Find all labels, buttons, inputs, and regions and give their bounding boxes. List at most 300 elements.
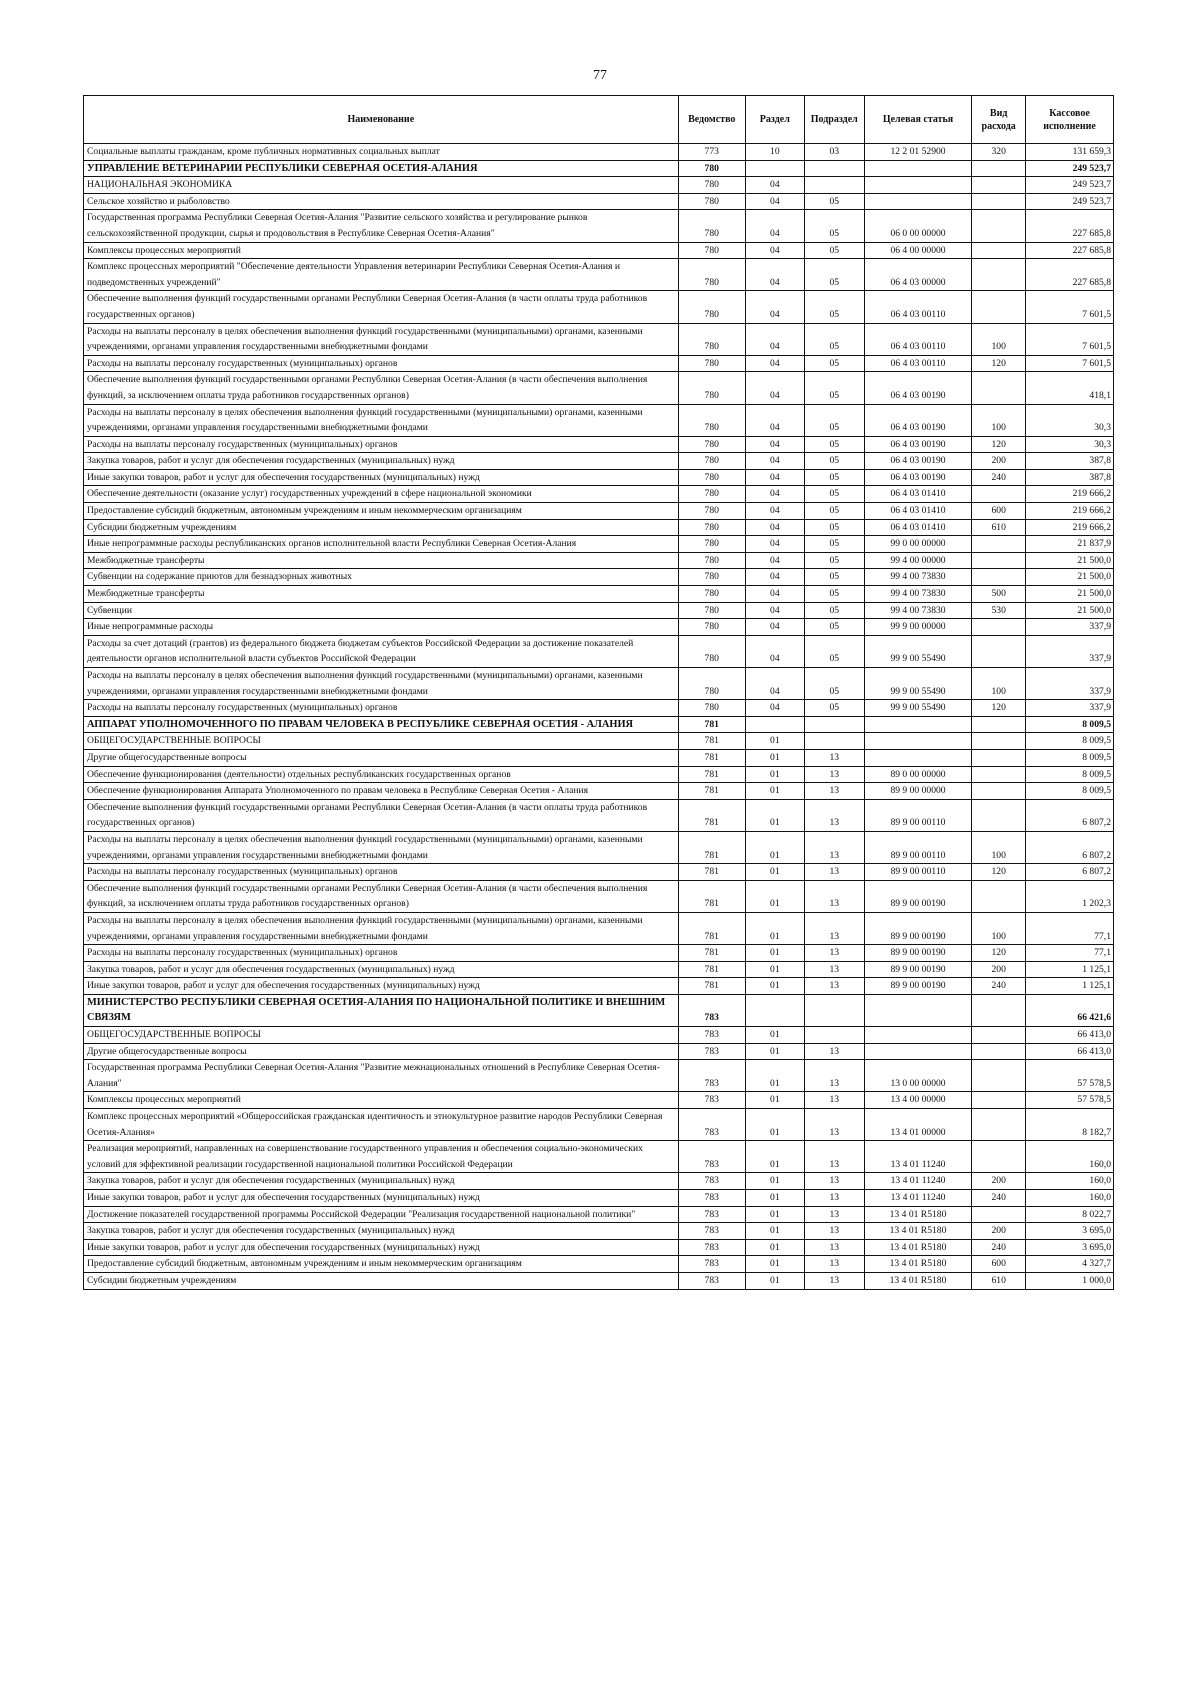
table-row: [84, 1173, 1114, 1190]
row-name-cell: Расходы на выплаты персоналу в целях обеспечения выполнения функций государственными (муниципальными) органами, казенными учреждениями, органами управления государственными внебюджетными фондами: [84, 831, 679, 863]
row-vedomstvo-cell: 780: [678, 453, 745, 470]
row-celevaya-cell: 13 4 01 R5180: [864, 1256, 972, 1273]
row-vid-cell: 240: [972, 1190, 1026, 1207]
row-name-cell: Комплексы процессных мероприятий: [84, 1092, 679, 1109]
row-podrazdel-cell: 13: [804, 864, 864, 881]
row-razdel-cell: 01: [745, 1223, 804, 1240]
header-vid-raskhoda: Вид расхода: [972, 96, 1026, 144]
row-podrazdel-cell: 13: [804, 978, 864, 995]
row-celevaya-cell: 06 4 03 00110: [864, 291, 972, 323]
row-name-cell: Обеспечение выполнения функций государственными органами Республики Северная Осетия-Алания (в части оплаты труда работников государственных органов): [84, 799, 679, 831]
row-podrazdel-cell: [804, 733, 864, 750]
row-celevaya-cell: 99 4 00 73830: [864, 569, 972, 586]
table-row: [84, 503, 1114, 520]
table-row: [84, 453, 1114, 470]
row-amount-cell: 21 500,0: [1026, 552, 1114, 569]
row-vedomstvo-cell: 783: [678, 1272, 745, 1289]
row-amount-cell: 1 125,1: [1026, 961, 1114, 978]
row-amount-cell: 160,0: [1026, 1141, 1114, 1173]
row-podrazdel-cell: 05: [804, 453, 864, 470]
row-name-cell: Иные закупки товаров, работ и услуг для обеспечения государственных (муниципальных) нужд: [84, 469, 679, 486]
row-celevaya-cell: 13 4 01 R5180: [864, 1272, 972, 1289]
header-kassovoe-ispolnenie: Кассовое исполнение: [1026, 96, 1114, 144]
row-vedomstvo-cell: 781: [678, 961, 745, 978]
row-name-cell: Обеспечение функционирования Аппарата Уполномоченного по правам человека в Республике Северная Осетия - Алания: [84, 783, 679, 800]
row-vid-cell: [972, 994, 1026, 1026]
row-vedomstvo-cell: 781: [678, 864, 745, 881]
row-razdel-cell: 01: [745, 978, 804, 995]
row-amount-cell: 337,9: [1026, 619, 1114, 636]
row-vedomstvo-cell: 780: [678, 259, 745, 291]
row-amount-cell: 8 022,7: [1026, 1206, 1114, 1223]
table-row: [84, 519, 1114, 536]
table-row: [84, 733, 1114, 750]
header-vedomstvo: Ведомство: [678, 96, 745, 144]
row-amount-cell: 6 807,2: [1026, 864, 1114, 881]
row-razdel-cell: 04: [745, 536, 804, 553]
table-row: [84, 945, 1114, 962]
row-vedomstvo-cell: 783: [678, 1060, 745, 1092]
row-podrazdel-cell: 13: [804, 1206, 864, 1223]
page-number: 77: [593, 68, 607, 83]
row-podrazdel-cell: 13: [804, 912, 864, 944]
row-vedomstvo-cell: 783: [678, 1239, 745, 1256]
row-podrazdel-cell: 13: [804, 1109, 864, 1141]
row-vedomstvo-cell: 773: [678, 144, 745, 161]
row-vedomstvo-cell: 783: [678, 994, 745, 1026]
row-celevaya-cell: 06 0 00 00000: [864, 210, 972, 242]
row-razdel-cell: 01: [745, 945, 804, 962]
row-razdel-cell: 01: [745, 1027, 804, 1044]
row-amount-cell: 66 413,0: [1026, 1043, 1114, 1060]
row-celevaya-cell: 13 4 01 11240: [864, 1141, 972, 1173]
table-row: [84, 586, 1114, 603]
row-amount-cell: 21 500,0: [1026, 586, 1114, 603]
row-celevaya-cell: [864, 733, 972, 750]
row-vedomstvo-cell: 783: [678, 1109, 745, 1141]
row-celevaya-cell: 06 4 03 00190: [864, 372, 972, 404]
row-razdel-cell: 01: [745, 1256, 804, 1273]
row-vid-cell: 100: [972, 323, 1026, 355]
row-amount-cell: 249 523,7: [1026, 193, 1114, 210]
row-vedomstvo-cell: 780: [678, 700, 745, 717]
row-vid-cell: 100: [972, 831, 1026, 863]
row-vedomstvo-cell: 780: [678, 436, 745, 453]
row-vedomstvo-cell: 783: [678, 1206, 745, 1223]
row-amount-cell: 30,3: [1026, 404, 1114, 436]
header-podrazdel: Подраздел: [804, 96, 864, 144]
row-vedomstvo-cell: 780: [678, 372, 745, 404]
row-razdel-cell: 04: [745, 291, 804, 323]
row-vid-cell: 240: [972, 469, 1026, 486]
row-celevaya-cell: 13 4 01 00000: [864, 1109, 972, 1141]
row-amount-cell: 249 523,7: [1026, 160, 1114, 177]
row-vid-cell: [972, 552, 1026, 569]
row-razdel-cell: 04: [745, 193, 804, 210]
row-podrazdel-cell: 05: [804, 372, 864, 404]
row-name-cell: Государственная программа Республики Северная Осетия-Алания "Развитие сельского хозяйства и регулирование рынков сельскохозяйственной продукции, сырья и продовольствия в Республике Северная Осетия-Алания": [84, 210, 679, 242]
row-razdel-cell: 04: [745, 569, 804, 586]
row-amount-cell: 160,0: [1026, 1190, 1114, 1207]
row-vedomstvo-cell: 780: [678, 536, 745, 553]
row-celevaya-cell: 06 4 03 00190: [864, 453, 972, 470]
row-razdel-cell: 01: [745, 783, 804, 800]
row-amount-cell: 7 601,5: [1026, 323, 1114, 355]
row-celevaya-cell: [864, 1043, 972, 1060]
row-vedomstvo-cell: 781: [678, 783, 745, 800]
row-amount-cell: 131 659,3: [1026, 144, 1114, 161]
row-amount-cell: 219 666,2: [1026, 503, 1114, 520]
row-vid-cell: [972, 486, 1026, 503]
row-celevaya-cell: 13 4 00 00000: [864, 1092, 972, 1109]
row-celevaya-cell: 89 9 00 00000: [864, 783, 972, 800]
row-celevaya-cell: [864, 1027, 972, 1044]
row-celevaya-cell: [864, 716, 972, 733]
row-razdel-cell: 01: [745, 1272, 804, 1289]
row-razdel-cell: 04: [745, 259, 804, 291]
row-celevaya-cell: [864, 177, 972, 194]
row-amount-cell: 1 125,1: [1026, 978, 1114, 995]
row-razdel-cell: 04: [745, 519, 804, 536]
row-podrazdel-cell: [804, 177, 864, 194]
row-vid-cell: [972, 210, 1026, 242]
row-vid-cell: [972, 880, 1026, 912]
row-podrazdel-cell: 05: [804, 602, 864, 619]
row-vid-cell: [972, 749, 1026, 766]
row-vedomstvo-cell: 781: [678, 880, 745, 912]
row-podrazdel-cell: 05: [804, 242, 864, 259]
row-celevaya-cell: 99 9 00 00000: [864, 619, 972, 636]
row-celevaya-cell: 13 0 00 00000: [864, 1060, 972, 1092]
row-amount-cell: 387,8: [1026, 469, 1114, 486]
row-vedomstvo-cell: 780: [678, 586, 745, 603]
row-vedomstvo-cell: 780: [678, 668, 745, 700]
row-celevaya-cell: 06 4 03 01410: [864, 519, 972, 536]
row-name-cell: Иные непрограммные расходы республиканских органов исполнительной власти Республики Северная Осетия-Алания: [84, 536, 679, 553]
table-row: [84, 242, 1114, 259]
table-row: [84, 783, 1114, 800]
row-name-cell: Расходы на выплаты персоналу государственных (муниципальных) органов: [84, 945, 679, 962]
row-podrazdel-cell: 05: [804, 536, 864, 553]
row-celevaya-cell: 99 9 00 55490: [864, 668, 972, 700]
row-vedomstvo-cell: 781: [678, 766, 745, 783]
row-name-cell: Обеспечение функционирования (деятельности) отдельных республиканских государственных органов: [84, 766, 679, 783]
row-razdel-cell: 04: [745, 453, 804, 470]
row-razdel-cell: 01: [745, 733, 804, 750]
row-celevaya-cell: 89 9 00 00190: [864, 945, 972, 962]
row-vedomstvo-cell: 780: [678, 404, 745, 436]
table-row: [84, 404, 1114, 436]
row-name-cell: Субвенции на содержание приютов для безнадзорных животных: [84, 569, 679, 586]
table-row: [84, 1027, 1114, 1044]
row-name-cell: Субвенции: [84, 602, 679, 619]
table-row: [84, 880, 1114, 912]
row-vedomstvo-cell: 783: [678, 1190, 745, 1207]
row-razdel-cell: 01: [745, 1141, 804, 1173]
row-celevaya-cell: 06 4 03 00190: [864, 436, 972, 453]
row-vid-cell: [972, 1060, 1026, 1092]
row-vedomstvo-cell: 783: [678, 1092, 745, 1109]
table-row: [84, 994, 1114, 1026]
row-name-cell: Государственная программа Республики Северная Осетия-Алания "Развитие межнациональных отношений в Республике Северная Осетия-Алания": [84, 1060, 679, 1092]
row-podrazdel-cell: 13: [804, 1092, 864, 1109]
row-razdel-cell: 04: [745, 355, 804, 372]
row-podrazdel-cell: [804, 716, 864, 733]
row-vid-cell: 240: [972, 1239, 1026, 1256]
row-razdel-cell: [745, 160, 804, 177]
table-row: [84, 536, 1114, 553]
row-vedomstvo-cell: 783: [678, 1043, 745, 1060]
row-podrazdel-cell: 13: [804, 1141, 864, 1173]
row-vedomstvo-cell: 780: [678, 160, 745, 177]
row-name-cell: НАЦИОНАЛЬНАЯ ЭКОНОМИКА: [84, 177, 679, 194]
row-podrazdel-cell: 13: [804, 1190, 864, 1207]
row-amount-cell: 3 695,0: [1026, 1223, 1114, 1240]
row-name-cell: Иные закупки товаров, работ и услуг для обеспечения государственных (муниципальных) нужд: [84, 1190, 679, 1207]
table-row: [84, 486, 1114, 503]
row-celevaya-cell: 89 9 00 00190: [864, 912, 972, 944]
row-name-cell: Закупка товаров, работ и услуг для обеспечения государственных (муниципальных) нужд: [84, 453, 679, 470]
row-name-cell: Иные непрограммные расходы: [84, 619, 679, 636]
row-vedomstvo-cell: 780: [678, 469, 745, 486]
row-name-cell: Предоставление субсидий бюджетным, автономным учреждениям и иным некоммерческим организациям: [84, 503, 679, 520]
row-vedomstvo-cell: 780: [678, 552, 745, 569]
table-row: [84, 1060, 1114, 1092]
row-vid-cell: [972, 259, 1026, 291]
row-vid-cell: [972, 242, 1026, 259]
row-amount-cell: 1 202,3: [1026, 880, 1114, 912]
row-name-cell: Иные закупки товаров, работ и услуг для обеспечения государственных (муниципальных) нужд: [84, 1239, 679, 1256]
row-razdel-cell: 01: [745, 749, 804, 766]
row-podrazdel-cell: 03: [804, 144, 864, 161]
row-amount-cell: 6 807,2: [1026, 799, 1114, 831]
row-vedomstvo-cell: 781: [678, 716, 745, 733]
row-celevaya-cell: 89 0 00 00000: [864, 766, 972, 783]
row-vid-cell: 530: [972, 602, 1026, 619]
row-amount-cell: 160,0: [1026, 1173, 1114, 1190]
row-vedomstvo-cell: 783: [678, 1141, 745, 1173]
table-row: [84, 1109, 1114, 1141]
row-vid-cell: [972, 177, 1026, 194]
row-razdel-cell: 04: [745, 436, 804, 453]
row-podrazdel-cell: 13: [804, 749, 864, 766]
row-vid-cell: [972, 1206, 1026, 1223]
header-name: Наименование: [84, 96, 679, 144]
row-name-cell: Субсидии бюджетным учреждениям: [84, 1272, 679, 1289]
row-name-cell: Социальные выплаты гражданам, кроме публичных нормативных социальных выплат: [84, 144, 679, 161]
table-row: [84, 635, 1114, 667]
row-vid-cell: 200: [972, 453, 1026, 470]
row-vid-cell: [972, 1027, 1026, 1044]
row-podrazdel-cell: 05: [804, 436, 864, 453]
row-razdel-cell: 01: [745, 912, 804, 944]
row-amount-cell: 66 413,0: [1026, 1027, 1114, 1044]
row-name-cell: ОБЩЕГОСУДАРСТВЕННЫЕ ВОПРОСЫ: [84, 733, 679, 750]
row-vid-cell: [972, 733, 1026, 750]
row-vid-cell: [972, 1109, 1026, 1141]
row-podrazdel-cell: 13: [804, 1043, 864, 1060]
row-vedomstvo-cell: 781: [678, 831, 745, 863]
row-name-cell: Комплекс процессных мероприятий "Обеспечение деятельности Управления ветеринарии Республики Северная Осетия-Алания и подведомственных учреждений": [84, 259, 679, 291]
row-vedomstvo-cell: 780: [678, 291, 745, 323]
table-row: [84, 1223, 1114, 1240]
row-razdel-cell: [745, 994, 804, 1026]
row-vid-cell: [972, 1092, 1026, 1109]
row-podrazdel-cell: [804, 160, 864, 177]
row-name-cell: Сельское хозяйство и рыболовство: [84, 193, 679, 210]
row-podrazdel-cell: 13: [804, 766, 864, 783]
row-razdel-cell: 04: [745, 503, 804, 520]
row-amount-cell: 227 685,8: [1026, 210, 1114, 242]
row-vid-cell: 100: [972, 912, 1026, 944]
table-row: [84, 619, 1114, 636]
row-name-cell: Предоставление субсидий бюджетным, автономным учреждениям и иным некоммерческим организациям: [84, 1256, 679, 1273]
row-podrazdel-cell: 05: [804, 586, 864, 603]
row-celevaya-cell: 13 4 01 11240: [864, 1190, 972, 1207]
table-row: [84, 160, 1114, 177]
row-vedomstvo-cell: 781: [678, 799, 745, 831]
row-podrazdel-cell: 05: [804, 210, 864, 242]
row-vid-cell: [972, 193, 1026, 210]
row-name-cell: ОБЩЕГОСУДАРСТВЕННЫЕ ВОПРОСЫ: [84, 1027, 679, 1044]
row-amount-cell: 8 009,5: [1026, 749, 1114, 766]
row-podrazdel-cell: 13: [804, 961, 864, 978]
row-vid-cell: [972, 619, 1026, 636]
row-celevaya-cell: 99 4 00 00000: [864, 552, 972, 569]
table-row: [84, 372, 1114, 404]
row-vedomstvo-cell: 780: [678, 486, 745, 503]
row-name-cell: Обеспечение выполнения функций государственными органами Республики Северная Осетия-Алания (в части обеспечения выполнения функций, за исключением оплаты труда работников государственных органов): [84, 372, 679, 404]
row-name-cell: Межбюджетные трансферты: [84, 552, 679, 569]
row-podrazdel-cell: 05: [804, 486, 864, 503]
table-row: [84, 831, 1114, 863]
row-razdel-cell: 04: [745, 323, 804, 355]
table-row: [84, 978, 1114, 995]
row-vedomstvo-cell: 780: [678, 193, 745, 210]
budget-table: [83, 95, 1114, 1290]
row-vid-cell: 200: [972, 1223, 1026, 1240]
row-vedomstvo-cell: 780: [678, 355, 745, 372]
row-name-cell: Другие общегосударственные вопросы: [84, 749, 679, 766]
row-podrazdel-cell: 05: [804, 552, 864, 569]
row-vid-cell: [972, 635, 1026, 667]
row-amount-cell: 7 601,5: [1026, 355, 1114, 372]
table-row: [84, 552, 1114, 569]
row-amount-cell: 8 009,5: [1026, 733, 1114, 750]
row-amount-cell: 7 601,5: [1026, 291, 1114, 323]
row-amount-cell: 418,1: [1026, 372, 1114, 404]
row-celevaya-cell: 89 9 00 00190: [864, 961, 972, 978]
table-row: [84, 291, 1114, 323]
row-podrazdel-cell: 05: [804, 291, 864, 323]
row-name-cell: Расходы на выплаты персоналу в целях обеспечения выполнения функций государственными (муниципальными) органами, казенными учреждениями, органами управления государственными внебюджетными фондами: [84, 912, 679, 944]
row-podrazdel-cell: 05: [804, 503, 864, 520]
table-row: [84, 668, 1114, 700]
row-vedomstvo-cell: 780: [678, 635, 745, 667]
row-vedomstvo-cell: 781: [678, 912, 745, 944]
row-razdel-cell: [745, 716, 804, 733]
row-celevaya-cell: 06 4 03 00190: [864, 404, 972, 436]
row-amount-cell: 21 837,9: [1026, 536, 1114, 553]
table-row: [84, 799, 1114, 831]
row-amount-cell: 227 685,8: [1026, 242, 1114, 259]
row-amount-cell: 1 000,0: [1026, 1272, 1114, 1289]
row-podrazdel-cell: 13: [804, 799, 864, 831]
row-amount-cell: 30,3: [1026, 436, 1114, 453]
row-vid-cell: [972, 536, 1026, 553]
row-vedomstvo-cell: 780: [678, 602, 745, 619]
row-amount-cell: 77,1: [1026, 912, 1114, 944]
row-vid-cell: [972, 783, 1026, 800]
row-podrazdel-cell: 13: [804, 880, 864, 912]
row-razdel-cell: 04: [745, 552, 804, 569]
row-celevaya-cell: 99 4 00 73830: [864, 602, 972, 619]
row-podrazdel-cell: 13: [804, 783, 864, 800]
row-razdel-cell: 01: [745, 880, 804, 912]
row-podrazdel-cell: 13: [804, 831, 864, 863]
row-name-cell: Закупка товаров, работ и услуг для обеспечения государственных (муниципальных) нужд: [84, 1173, 679, 1190]
row-amount-cell: 8 009,5: [1026, 766, 1114, 783]
row-razdel-cell: 01: [745, 1173, 804, 1190]
row-vid-cell: [972, 569, 1026, 586]
row-amount-cell: 3 695,0: [1026, 1239, 1114, 1256]
row-vedomstvo-cell: 780: [678, 503, 745, 520]
row-vid-cell: 100: [972, 668, 1026, 700]
row-celevaya-cell: [864, 994, 972, 1026]
row-vid-cell: 120: [972, 355, 1026, 372]
row-razdel-cell: 04: [745, 619, 804, 636]
row-vedomstvo-cell: 780: [678, 569, 745, 586]
row-podrazdel-cell: 05: [804, 569, 864, 586]
table-row: [84, 144, 1114, 161]
row-razdel-cell: 01: [745, 864, 804, 881]
row-razdel-cell: 01: [745, 1109, 804, 1141]
table-row: [84, 355, 1114, 372]
row-celevaya-cell: 13 4 01 11240: [864, 1173, 972, 1190]
row-razdel-cell: 04: [745, 210, 804, 242]
row-name-cell: Расходы на выплаты персоналу государственных (муниципальных) органов: [84, 355, 679, 372]
row-razdel-cell: 10: [745, 144, 804, 161]
table-row: [84, 864, 1114, 881]
row-podrazdel-cell: 13: [804, 1272, 864, 1289]
row-razdel-cell: 01: [745, 961, 804, 978]
table-row: [84, 1190, 1114, 1207]
row-vid-cell: 320: [972, 144, 1026, 161]
table-row: [84, 602, 1114, 619]
table-row: [84, 700, 1114, 717]
table-row: [84, 716, 1114, 733]
row-name-cell: Достижение показателей государственной программы Российской Федерации "Реализация государственной национальной политики": [84, 1206, 679, 1223]
row-name-cell: Расходы на выплаты персоналу в целях обеспечения выполнения функций государственными (муниципальными) органами, казенными учреждениями, органами управления государственными внебюджетными фондами: [84, 404, 679, 436]
row-name-cell: Расходы на выплаты персоналу государственных (муниципальных) органов: [84, 864, 679, 881]
row-celevaya-cell: 06 4 03 00000: [864, 259, 972, 291]
row-vid-cell: 120: [972, 945, 1026, 962]
row-amount-cell: 337,9: [1026, 700, 1114, 717]
row-vid-cell: [972, 799, 1026, 831]
row-vid-cell: 120: [972, 436, 1026, 453]
row-podrazdel-cell: 13: [804, 1239, 864, 1256]
row-vid-cell: [972, 291, 1026, 323]
row-celevaya-cell: 13 4 01 R5180: [864, 1239, 972, 1256]
table-row: [84, 1239, 1114, 1256]
row-amount-cell: 8 009,5: [1026, 783, 1114, 800]
row-celevaya-cell: 06 4 03 01410: [864, 503, 972, 520]
row-celevaya-cell: 12 2 01 52900: [864, 144, 972, 161]
table-row: [84, 1043, 1114, 1060]
row-vedomstvo-cell: 781: [678, 733, 745, 750]
row-razdel-cell: 01: [745, 1092, 804, 1109]
row-amount-cell: 8 009,5: [1026, 716, 1114, 733]
